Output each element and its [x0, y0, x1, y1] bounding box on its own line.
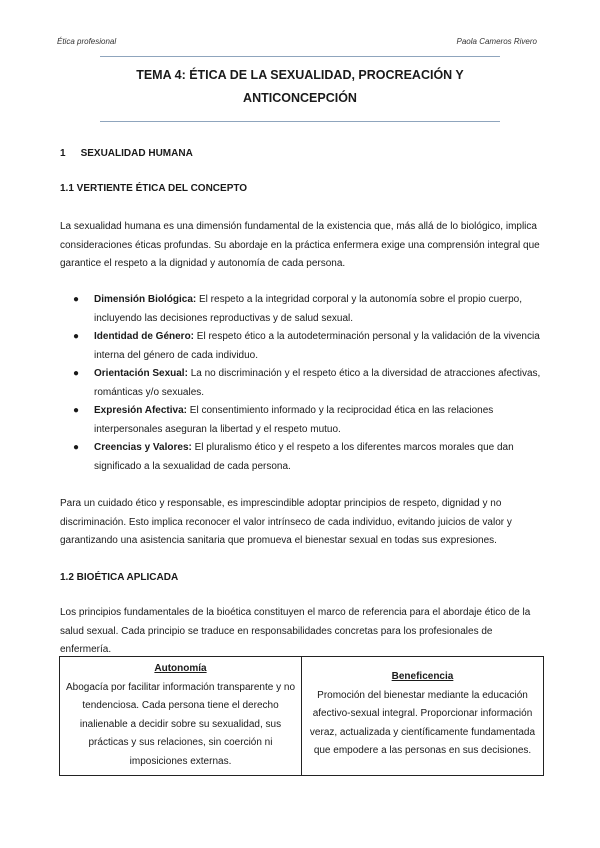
closing-paragraph: Para un cuidado ético y responsable, es imprescindible adoptar principios de respeto, dignidad y no discriminación. Esto implica reconocer el valor intrínseco de cada individuo, evitando juicios de valor y garantizando una asistencia sanitaria que promueva el bienestar sexual en todas sus expresiones.	[60, 498, 512, 546]
dimensions-list	[60, 291, 544, 476]
list-item-text: El consentimiento informado y la reciprocidad ética en las relaciones interpersonales aseguran la libertad y el respeto mutuo.	[94, 405, 494, 435]
principle-cell-beneficence	[302, 657, 544, 776]
principle-cell-autonomy	[60, 657, 302, 776]
section-1-number: 1	[60, 148, 66, 159]
bullet-icon: ●	[73, 331, 80, 342]
page-title-line-2: ANTICONCEPCIÓN	[243, 91, 357, 105]
list-item	[60, 328, 544, 365]
intro-paragraph: La sexualidad humana es una dimensión fundamental de la existencia que, más allá de lo biológico, implica consideraciones éticas profundas. Su abordaje en la práctica enfermera exige una comprensión integral que garantice el respeto a la dignidad y autonomía de cada persona.	[60, 221, 540, 269]
list-item-term: Dimensión Biológica:	[94, 294, 197, 305]
bullet-icon: ●	[73, 442, 80, 453]
section-1-1-heading: 1.1 VERTIENTE ÉTICA DEL CONCEPTO	[60, 183, 248, 194]
list-item-term: Creencias y Valores:	[94, 442, 192, 453]
list-item-text: La no discriminación y el respeto ético a la diversidad de atracciones afectivas, románticas y/o sexuales.	[94, 368, 541, 398]
header-course-name: Ética profesional	[57, 37, 117, 46]
list-item	[60, 402, 544, 439]
section-1-heading	[60, 148, 193, 159]
principle-text: Promoción del bienestar mediante la educación afectivo-sexual integral. Proporcionar información veraz, actualizada y científicamente fundamentada que empodere a las personas en sus decisiones.	[309, 689, 536, 756]
page-title	[60, 64, 540, 110]
table-row	[60, 657, 544, 776]
bullet-icon: ●	[73, 294, 80, 305]
bullet-icon: ●	[73, 368, 80, 379]
title-bottom-rule	[100, 121, 500, 122]
list-item-term: Identidad de Género:	[94, 331, 195, 342]
section-1-2-heading: 1.2 BIOÉTICA APLICADA	[60, 572, 179, 583]
list-item	[60, 439, 544, 476]
principles-table	[59, 656, 544, 776]
list-item	[60, 365, 544, 402]
header-author-name: Paola Cameros Rivero	[456, 37, 537, 46]
list-item	[60, 291, 544, 328]
bioethics-paragraph: Los principios fundamentales de la bioética constituyen el marco de referencia para el abordaje ético de la salud sexual. Cada principio se traduce en responsabilidades concretas para los profesionales de enfermería.	[60, 607, 531, 655]
principle-title: Autonomía	[154, 663, 207, 674]
principle-text: Abogacía por facilitar información transparente y no tendenciosa. Cada persona tiene el derecho inalienable a decidir sobre su sexualidad, sus prácticas y sus relaciones, sin coerción ni imposiciones externas.	[66, 681, 296, 767]
principle-title: Beneficencia	[391, 671, 454, 682]
list-item-term: Expresión Afectiva:	[94, 405, 187, 416]
list-item-text: El respeto a la integridad corporal y la autonomía sobre el propio cuerpo, incluyendo las decisiones reproductivas y de salud sexual.	[94, 294, 522, 324]
bullet-icon: ●	[73, 405, 80, 416]
title-top-rule	[100, 56, 500, 57]
page-title-line-1: TEMA 4: ÉTICA DE LA SEXUALIDAD, PROCREACIÓN Y	[136, 68, 464, 82]
list-item-term: Orientación Sexual:	[94, 368, 188, 379]
section-1-title: SEXUALIDAD HUMANA	[80, 148, 193, 159]
list-item-text: El pluralismo ético y el respeto a los diferentes marcos morales que dan significado a la sexualidad de cada persona.	[94, 442, 514, 472]
list-item-text: El respeto ético a la autodeterminación personal y la validación de la vivencia interna del género de cada individuo.	[94, 331, 540, 361]
